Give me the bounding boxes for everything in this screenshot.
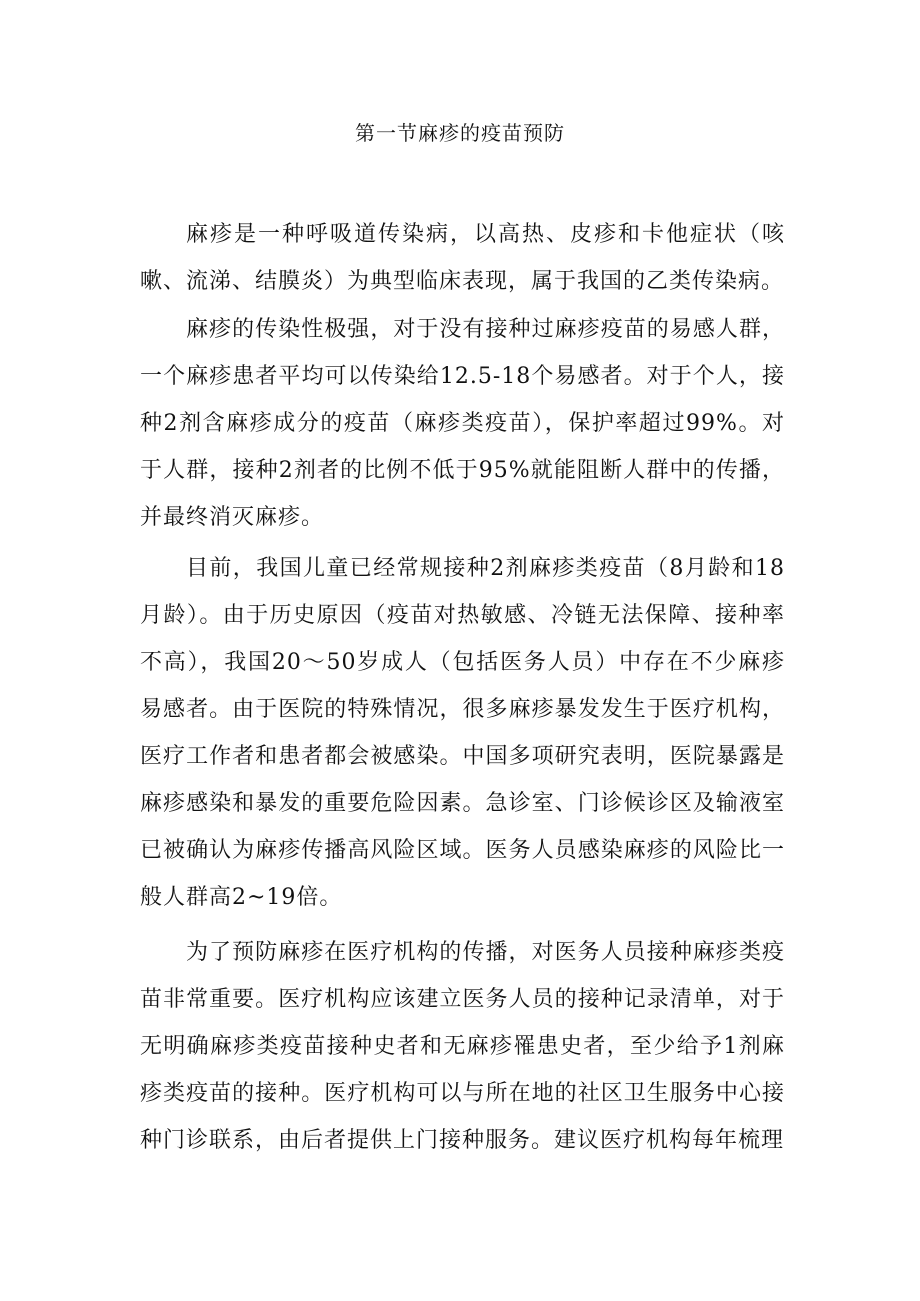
section-title: 第一节麻疹的疫苗预防 <box>355 121 565 145</box>
paragraph-healthcare-vaccination: 为了预防麻疹在医疗机构的传播，对医务人员接种麻疹类疫苗非常重要。医疗机构应该建立医务人员的接种记录清单，对于无明确麻疹类疫苗接种史者和无麻疹罹患史者，至少给予1剂麻疹类疫苗的接种。医疗机构可以与所在地的社区卫生服务中心接种门诊联系，由后者提供上门接种服务。建议医疗机构每年梳理 <box>140 940 785 1153</box>
paragraph-measles-definition: 麻疹是一种呼吸道传染病，以高热、皮疹和卡他症状（咳嗽、流涕、结膜炎）为典型临床表现，属于我国的乙类传染病。 <box>140 222 785 294</box>
paragraph-transmissibility: 麻疹的传染性极强，对于没有接种过麻疹疫苗的易感人群，一个麻疹患者平均可以传染给12.5-18个易感者。对于个人，接种2剂含麻疹成分的疫苗（麻疹类疫苗），保护率超过99%。对于人群，接种2剂者的比例不低于95%就能阻断人群中的传播，并最终消灭麻疹。 <box>140 317 785 530</box>
paragraph-current-situation: 目前，我国儿童已经常规接种2剂麻疹类疫苗（8月龄和18月龄）。由于历史原因（疫苗对热敏感、冷链无法保障、接种率不高），我国20～50岁成人（包括医务人员）中存在不少麻疹易感者。由于医院的特殊情况，很多麻疹暴发发生于医疗机构，医疗工作者和患者都会被感染。中国多项研究表明，医院暴露是麻疹感染和暴发的重要危险因素。急诊室、门诊候诊区及输液室已被确认为麻疹传播高风险区域。医务人员感染麻疹的风险比一般人群高2~19倍。 <box>140 556 785 910</box>
